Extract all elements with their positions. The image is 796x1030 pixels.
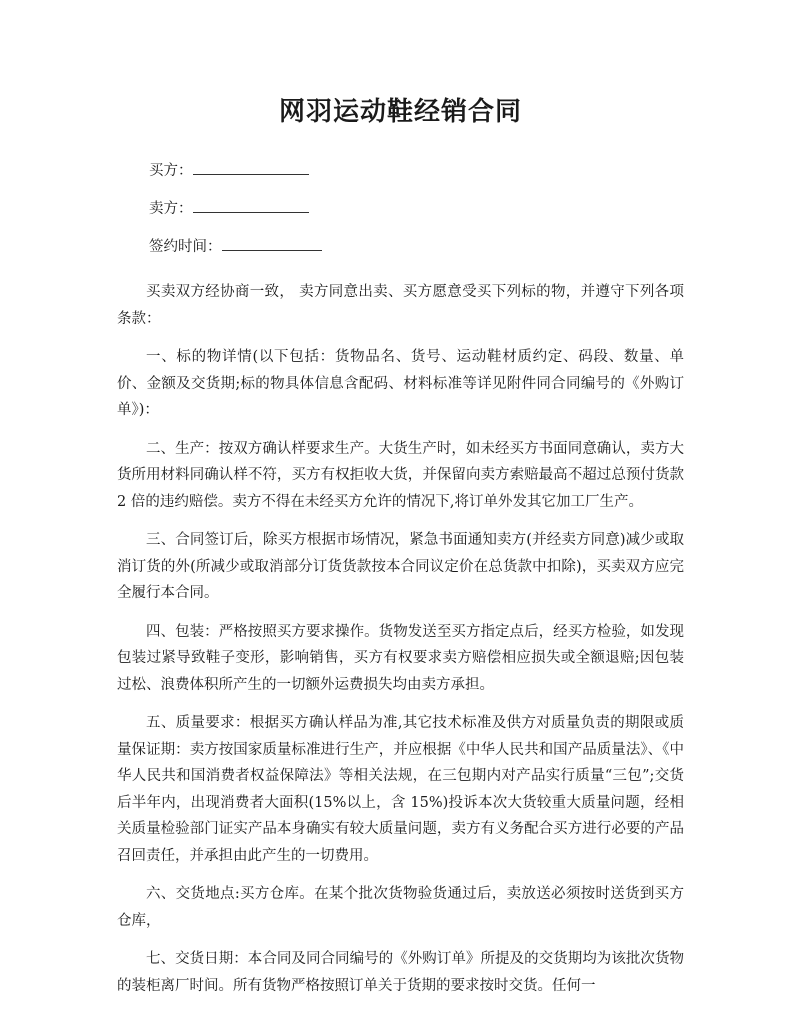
- buyer-label: 买方：: [149, 163, 193, 179]
- contract-title: 网羽运动鞋经销合同: [278, 97, 522, 127]
- clause-2-production: 二、生产：按双方确认样要求生产。大货生产时，如未经买方书面同意确认，卖方大货所用材料同确认样不符，买方有权拒收大货，并保留向卖方索赔最高不超过总预付货款 2 倍的违约赔偿。卖方不得在未经买方允许的情况下,将订单外发其它加工厂生产。: [117, 440, 684, 510]
- sign-date-label: 签约时间：: [149, 239, 222, 255]
- clause-1-subject-matter: 一、标的物详情(以下包括：货物品名、货号、运动鞋材质约定、码段、数量、单价、金额及交货期;标的物具体信息含配码、材料标准等详见附件同合同编号的《外购订单》)：: [117, 349, 684, 418]
- intro-paragraph: 买卖双方经协商一致， 卖方同意出卖、买方愿意受买下列标的物，并遵守下列各项条款：: [117, 284, 684, 327]
- buyer-blank-line: [193, 160, 309, 175]
- seller-label: 卖方：: [149, 201, 193, 217]
- sign-date-blank-line: [222, 236, 322, 251]
- buyer-field: [149, 160, 684, 181]
- clause-7-delivery-date: 七、交货日期：本合同及同合同编号的《外购订单》所提及的交货期均为该批次货物的装柜离厂时间。所有货物严格按照订单关于货期的要求按时交货。任何一: [117, 951, 684, 994]
- clause-3-performance: 三、合同签订后，除买方根据市场情况，紧急书面通知卖方(并经卖方同意)减少或取消订货的外(所减少或取消部分订货货款按本合同议定价在总货款中扣除)，买卖双方应完全履行本合同。: [117, 532, 684, 601]
- seller-field: [149, 198, 684, 219]
- clause-4-packaging: 四、包装：严格按照买方要求操作。货物发送至买方指定点后，经买方检验，如发现包装过紧导致鞋子变形，影响销售，买方有权要求卖方赔偿相应损失或全额退赔;因包装过松、浪费体积所产生的一切额外运费损失均由卖方承担。: [117, 623, 684, 693]
- clause-6-delivery-place: 六、交货地点:买方仓库。在某个批次货物验货通过后，卖放送必须按时送货到买方仓库，: [117, 886, 684, 929]
- clause-5-quality: 五、质量要求：根据买方确认样品为准,其它技术标准及供方对质量负责的期限或质量保证期：卖方按国家质量标准进行生产，并应根据《中华人民共和国产品质量法》、《中华人民共和国消费者权益保障法》等相关法规，在三包期内对产品实行质量“三包”;交货后半年内，出现消费者大面积(15%以上，含 15%)投诉本次大货较重大质量问题，经相关质量检验部门证实产品本身确实有较大质量问题，卖方有义务配合买方进行必要的产品召回责任，并承担由此产生的一切费用。: [117, 715, 684, 864]
- seller-blank-line: [193, 198, 309, 213]
- sign-date-field: [149, 236, 684, 257]
